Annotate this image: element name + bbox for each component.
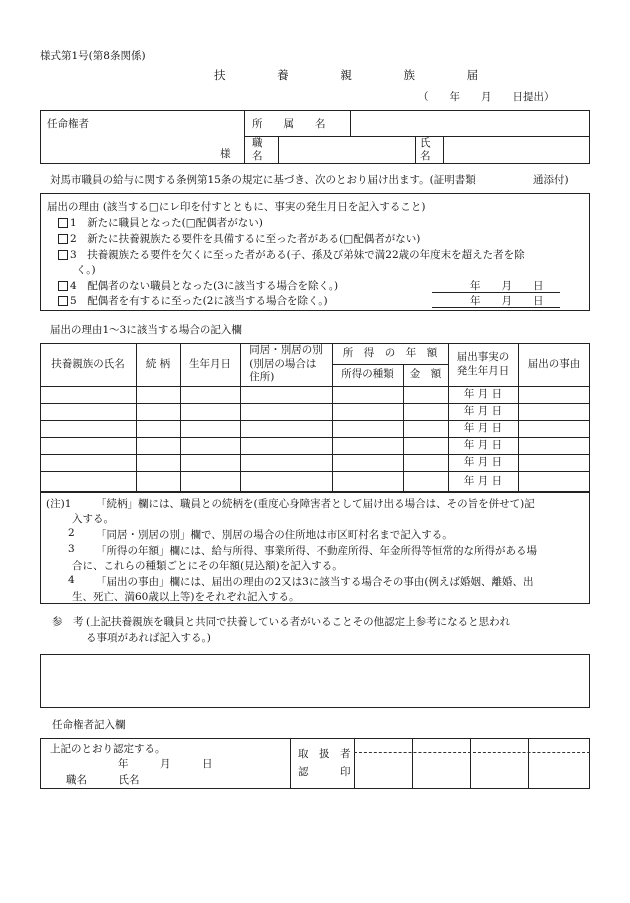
reason-item: 4 配偶者のない職員となった(3に該当する場合を除く。) [58, 278, 338, 293]
note-label: 4 [68, 574, 75, 586]
reason-date: 年 月 日 [470, 295, 544, 307]
checkbox[interactable] [58, 250, 68, 260]
note-cont: 入する。 [72, 513, 114, 525]
sama-label: 様 [220, 148, 231, 160]
certify-position-name: 職名 氏名 [66, 774, 140, 786]
row-date: 年 月 日 [463, 404, 503, 417]
reason-item: 5 配偶者を有するに至った(2に該当する場合を除く。) [58, 293, 328, 308]
note-cont: 生、死亡、満60歳以上等)をそれぞれ記入する。 [72, 591, 300, 603]
note-text: 「同居・別居の別」欄で、別居の場合の住所地は市区町村名まで記入する。 [96, 529, 453, 541]
reason-item-cont: く。) [76, 264, 96, 276]
title-char: 扶 [214, 68, 226, 82]
appointer-label: 任命権者 [47, 118, 89, 130]
title-char: 親 [340, 68, 352, 82]
col-occur-date: 届出事実の 発生年月日 [456, 350, 510, 377]
note-text: 「届出の事由」欄には、届出の理由の2又は3に該当する場合その事由(例えば婚姻、離婚、出 [96, 576, 534, 588]
handler-label: 取 扱 者 [298, 748, 351, 760]
row-date: 年 月 日 [463, 421, 503, 434]
col-income: 所 得 の 年 額 [342, 346, 438, 359]
row-date: 年 月 日 [463, 438, 503, 451]
affiliation-label: 所 属 名 [252, 118, 326, 130]
form-number: 様式第1号(第8条関係) [40, 50, 146, 62]
remarks-text: (上記扶養親族を職員と共同で扶養している者がいることその他認定上参考になると思われ [86, 616, 511, 628]
row-date: 年 月 日 [463, 455, 503, 468]
title-char: 養 [277, 68, 289, 82]
note-cont: 合に、これらの種類ごとにその年額(見込額)を記入する。 [72, 560, 343, 572]
note-label: 3 [68, 543, 75, 555]
checkbox[interactable] [58, 218, 68, 228]
note-text: 「続柄」欄には、職員との続柄を(重度心身障害者として届け出る場合は、その旨を併せて)記 [96, 498, 535, 510]
col-income-amount: 金 額 [409, 368, 442, 381]
position-label: 職名 [252, 137, 263, 162]
col-relation: 続 柄 [145, 357, 171, 370]
seal-label: 認 印 [298, 766, 351, 778]
col-income-type: 所得の種類 [341, 368, 394, 381]
certify-date: 年 月 日 [118, 758, 213, 770]
remarks-box[interactable] [40, 654, 590, 708]
reason-heading: 届出の理由 (該当する□にレ印を付すとともに、事実の発生月日を記入すること) [47, 201, 426, 213]
appointer-section-title: 任命権者記入欄 [52, 719, 126, 731]
note-label: (注)1 [46, 498, 72, 510]
checkbox[interactable] [58, 281, 68, 291]
certify-line: 上記のとおり認定する。 [50, 743, 166, 755]
section1-title: 届出の理由1〜3に該当する場合の記入欄 [50, 324, 242, 336]
name-label: 氏名 [420, 137, 431, 162]
title-char: 族 [403, 68, 415, 82]
row-date: 年 月 日 [463, 474, 503, 487]
checkbox[interactable] [58, 296, 68, 306]
reason-item: 1 新たに職員となった(□配偶者がない) [58, 215, 263, 230]
remarks-label: 参 考 [52, 616, 84, 628]
col-name: 扶養親族の氏名 [51, 357, 125, 370]
col-birth: 生年月日 [189, 357, 231, 370]
reason-item: 3 扶養親族たる要件を欠くに至った者がある(子、孫及び弟妹で満22歳の年度末を超えた者を除 [58, 247, 525, 262]
col-reason: 届出の事由 [527, 357, 581, 370]
statement-tail: 通添付) [533, 174, 569, 186]
col-cohabit: 同居・別居の別 (別居の場合は 住所) [249, 344, 323, 384]
form-title [200, 67, 492, 83]
note-text: 「所得の年額」欄には、給与所得、事業所得、不動産所得、年金所得等恒常的な所得がある場 [96, 545, 537, 557]
row-date: 年 月 日 [463, 387, 503, 400]
note-label: 2 [68, 527, 75, 539]
title-char: 届 [466, 68, 479, 82]
checkbox[interactable] [58, 234, 68, 244]
remarks-cont: る事項があれば記入する。) [86, 632, 211, 644]
reason-item: 2 新たに扶養親族たる要件を具備するに至った者がある(□配偶者がない) [58, 231, 420, 246]
reason-date: 年 月 日 [470, 280, 544, 292]
statement: 対馬市職員の給与に関する条例第15条の規定に基づき、次のとおり届け出ます。(証明書類 [50, 174, 476, 186]
submit-date: （ 年 月 日提出） [418, 91, 555, 103]
